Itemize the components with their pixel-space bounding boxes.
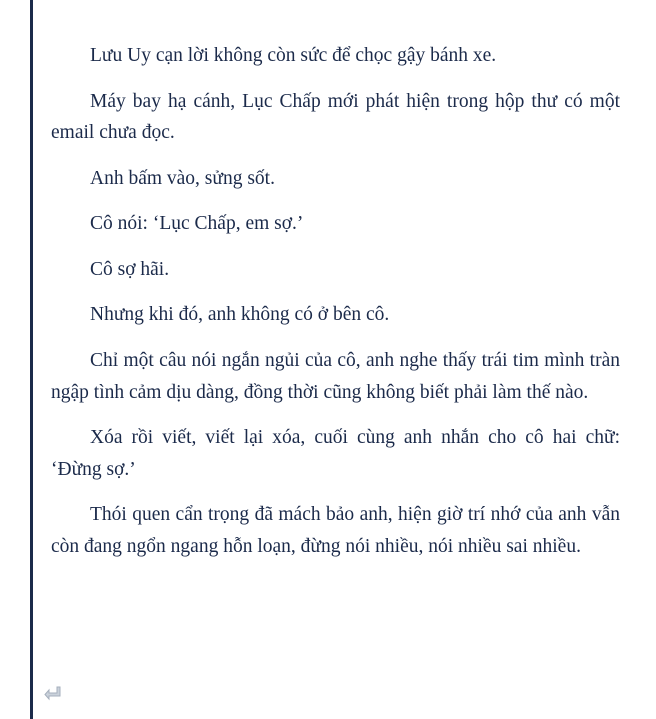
paragraph: Anh bấm vào, sửng sốt. (90, 167, 275, 189)
document-body (33, 0, 656, 719)
paragraph: Chỉ một câu nói ngắn ngủi của cô, anh nghe thấy trái tim mình tràn ngập tình cảm dịu dàng, đồng thời cũng không biết phải làm thế nào. (51, 350, 620, 403)
paragraph: Thói quen cẩn trọng đã mách bảo anh, hiện giờ trí nhớ của anh vẫn còn đang ngổn ngang hỗn loạn, đừng nói nhiều, nói nhiều sai nhiều. (51, 504, 620, 557)
reply-arrow-icon[interactable] (44, 685, 62, 701)
paragraph: Nhưng khi đó, anh không có ở bên cô. (90, 304, 390, 326)
paragraph: Xóa rồi viết, viết lại xóa, cuối cùng anh nhắn cho cô hai chữ: ‘Đừng sợ.’ (51, 427, 620, 480)
paragraph: Cô sợ hãi. (90, 258, 170, 280)
paragraph: Máy bay hạ cánh, Lục Chấp mới phát hiện trong hộp thư có một email chưa đọc. (51, 90, 620, 144)
paragraph: Lưu Uy cạn lời không còn sức để chọc gậy bánh xe. (90, 45, 497, 66)
paragraph: Cô nói: ‘Lục Chấp, em sợ.’ (90, 213, 304, 235)
